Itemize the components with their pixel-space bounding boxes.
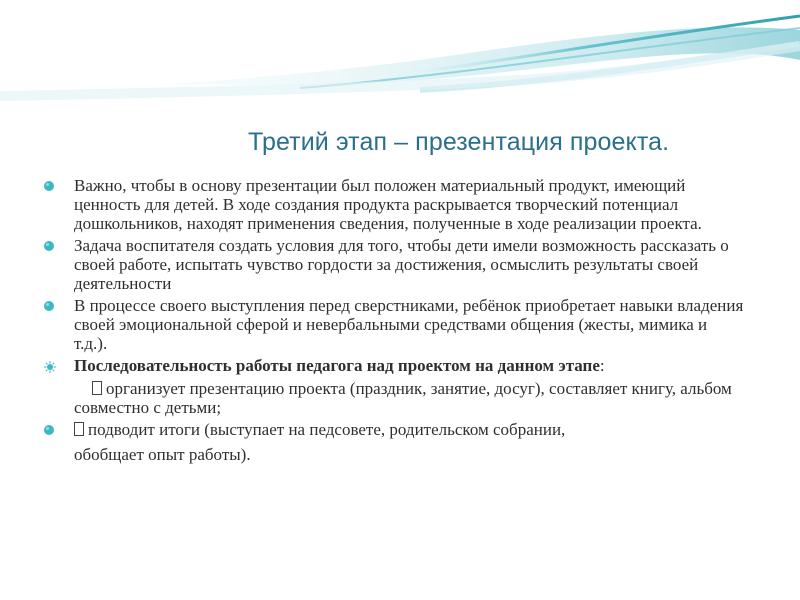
- bullet-text: Задача воспитателя создать условия для того, чтобы дети имели возможность рассказать о своей работе, испытать чувство гордости за достижения, осмыслить результаты своей деятельности: [74, 236, 729, 293]
- sun-bullet-icon: [44, 361, 54, 371]
- bullet-item-1: [44, 176, 744, 233]
- bullet-item-5: [44, 420, 744, 464]
- bullet-item-2: [44, 236, 744, 293]
- sub-item-1: [44, 379, 744, 417]
- bullet-text-suffix: :: [599, 356, 605, 375]
- bullet-text: В процессе своего выступления перед сверстниками, ребёнок приобретает навыки владения своей эмоциональной сферой и невербальными средствами общения (жесты, мимика и т.д.).: [74, 296, 744, 353]
- sub-item-text: организует презентацию проекта (праздник, занятие, досуг), составляет книгу, альбом совместно с детьми;: [74, 379, 732, 417]
- bullet-text: Важно, чтобы в основу презентации был положен материальный продукт, имеющий ценность для детей. В ходе создания продукта раскрывается творческий потенциал дошкольников, находят применения сведения, полученные в ходе реализации проекта.: [74, 176, 702, 233]
- header-wave-decoration: [0, 0, 800, 120]
- bullet-item-3: [44, 296, 744, 353]
- bullet-text-continuation: обобщает опыт работы).: [74, 445, 251, 464]
- slide-title: Третий этап – презентация проекта.: [248, 128, 670, 156]
- bullet-text: подводит итоги (выступает на педсовете, родительском собрании,: [88, 420, 566, 439]
- bullet-item-4: [44, 356, 744, 375]
- bullet-icon: [44, 241, 54, 251]
- bullet-icon: [44, 301, 54, 311]
- bullet-icon: [44, 425, 54, 435]
- missing-glyph-icon: [74, 422, 84, 436]
- bullet-icon: [44, 181, 54, 191]
- slide-content: [44, 176, 744, 464]
- missing-glyph-icon: [92, 381, 102, 395]
- bullet-text-bold: Последовательность работы педагога над проектом на данном этапе: [74, 356, 600, 375]
